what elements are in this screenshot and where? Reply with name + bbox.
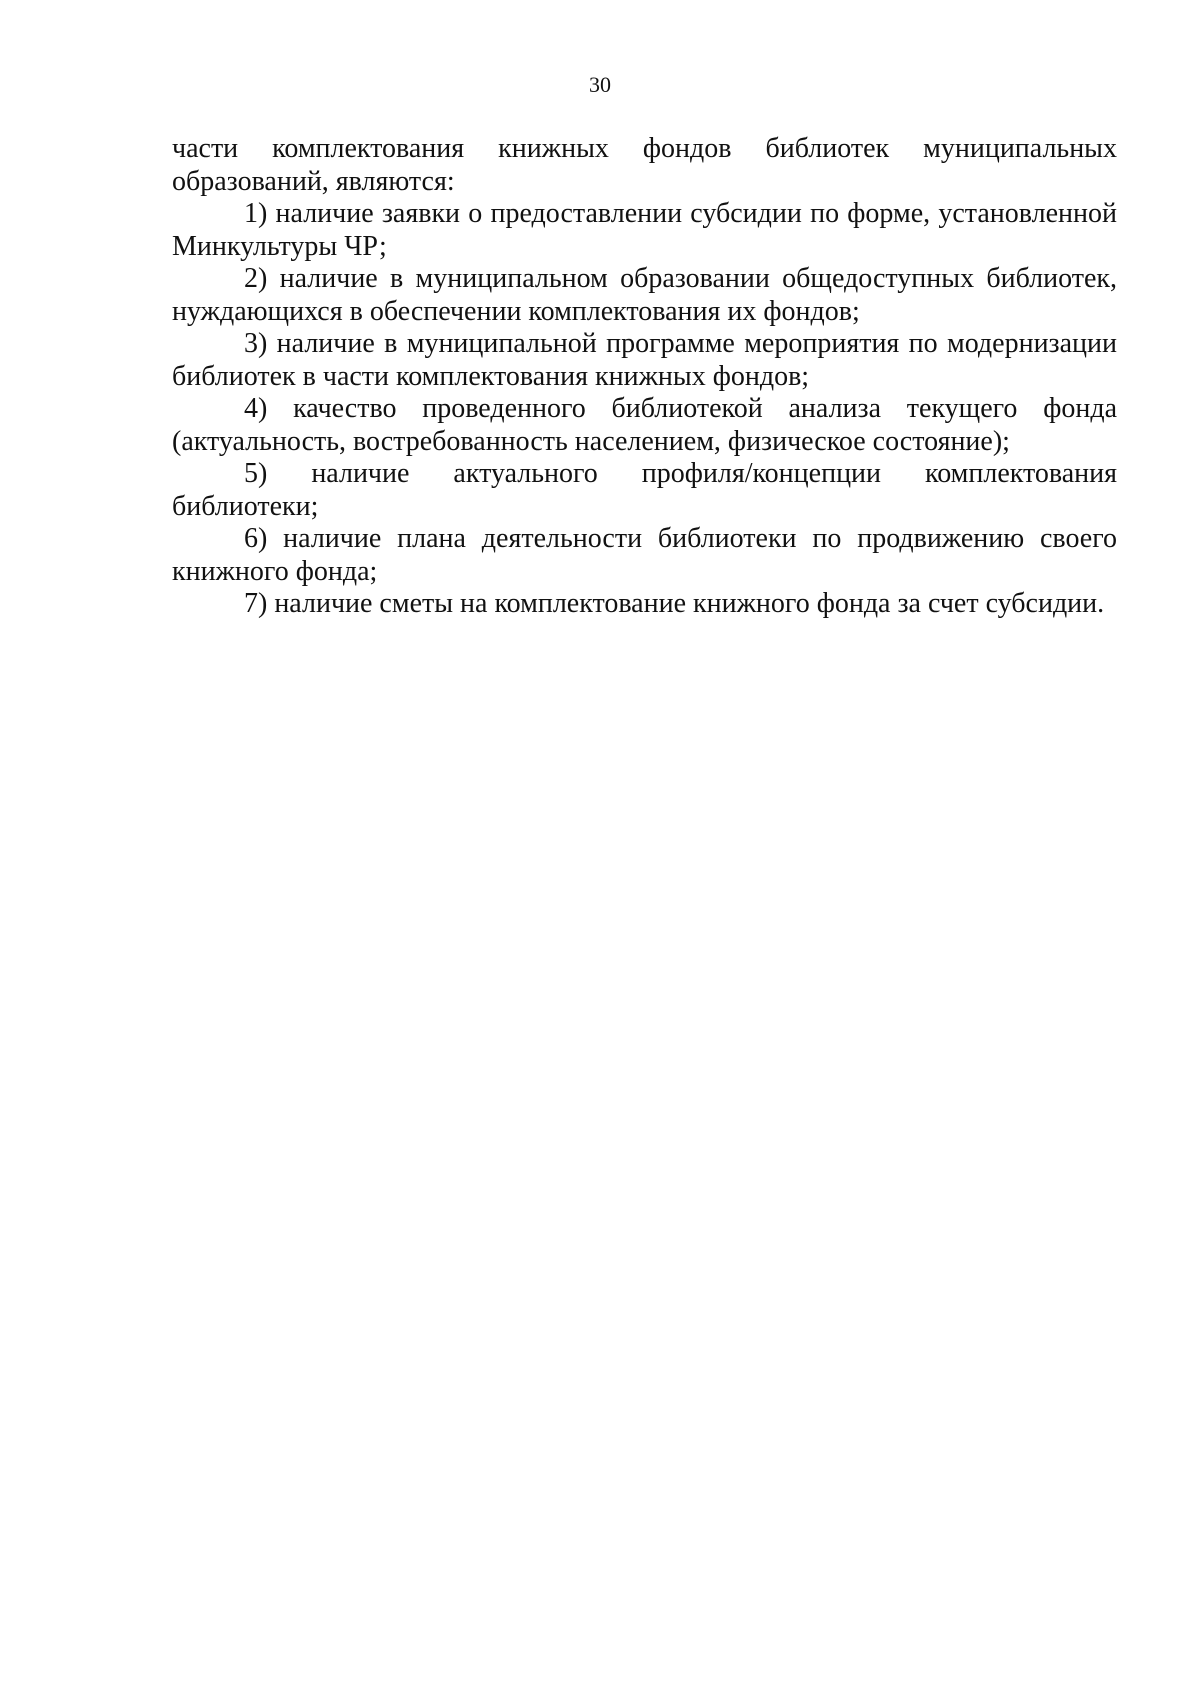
text-line: части комплектования книжных фондов библиотек муниципальных: [172, 133, 1117, 164]
list-item-6: [172, 523, 1117, 588]
text-line: (актуальность, востребованность населением, физическое состояние);: [172, 425, 1010, 457]
text-line: 4) качество проведенного библиотекой анализа текущего фонда: [244, 393, 1117, 424]
text-line: 7) наличие сметы на комплектование книжного фонда за счет субсидии.: [244, 588, 1105, 619]
list-item-2: [172, 263, 1117, 328]
page-number: 30: [589, 72, 611, 97]
list-item-1: [172, 198, 1117, 263]
list-item-4: [172, 393, 1117, 458]
text-line: 5) наличие актуального профиля/концепции комплектования: [244, 458, 1117, 489]
list-item-3: [172, 328, 1117, 393]
text-line: образований, являются:: [172, 165, 455, 197]
text-line: 2) наличие в муниципальном образовании общедоступных библиотек,: [244, 263, 1117, 294]
list-item-5: [172, 458, 1117, 523]
text-line: нуждающихся в обеспечении комплектования их фондов;: [172, 295, 860, 327]
list-item-7: [172, 588, 1117, 621]
text-line: 6) наличие плана деятельности библиотеки по продвижению своего: [244, 523, 1117, 554]
paragraph-intro: [172, 133, 1117, 198]
body-text: [172, 133, 1117, 621]
text-line: книжного фонда;: [172, 555, 378, 587]
text-line: библиотеки;: [172, 490, 319, 522]
text-line: 1) наличие заявки о предоставлении субсидии по форме, установленной: [244, 198, 1117, 229]
text-line: 3) наличие в муниципальной программе мероприятия по модернизации: [244, 328, 1117, 359]
text-line: Минкультуры ЧР;: [172, 230, 387, 262]
text-line: библиотек в части комплектования книжных фондов;: [172, 360, 810, 392]
